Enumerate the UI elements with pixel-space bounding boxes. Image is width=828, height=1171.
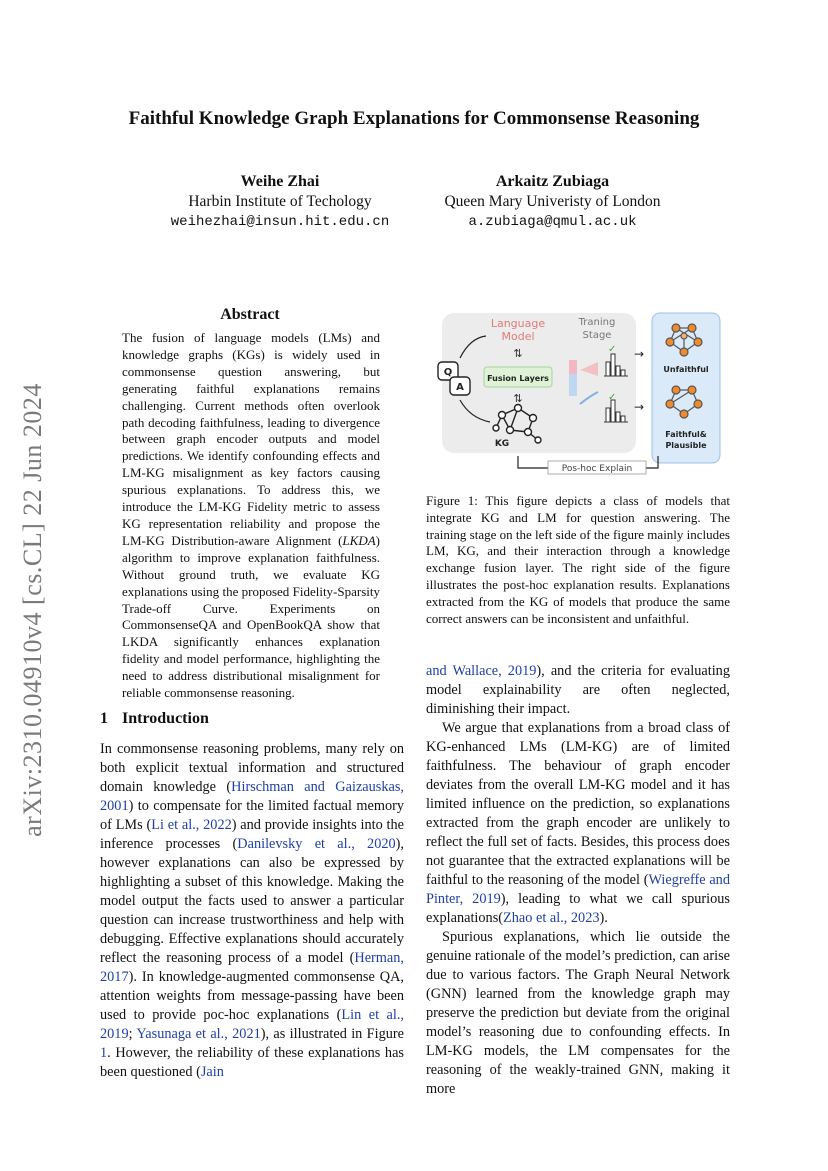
- lm-output-bar: [569, 360, 577, 374]
- section-title: Introduction: [122, 710, 209, 727]
- body-text: ), as illustrated in Figure: [260, 1026, 404, 1042]
- citation-link[interactable]: and Wallace, 2019: [426, 663, 537, 679]
- citation-link[interactable]: Li et al., 2022: [151, 817, 232, 833]
- section-number: 1: [100, 710, 108, 727]
- kg-label: KG: [494, 439, 510, 449]
- section-heading: [100, 710, 209, 728]
- arrow-right-icon: →: [634, 400, 645, 414]
- abstract-text: ) algorithm to improve explanation faithfulness. Without ground truth, we evaluate KG explanations using the proposed Fidelity-Sparsity Trade-off Curve. Experiments on CommonsenseQA and OpenBookQA show that LKDA significantly enhances explanation fidelity and model performance, highlighting the need to address distributional misalignment for reliable commonsense reasoning.: [122, 532, 380, 701]
- author-email[interactable]: a.zubiaga@qmul.ac.uk: [468, 214, 637, 230]
- intro-paragraph-3: Spurious explanations, which lie outside the genuine rationale of the model’s prediction, can arise due to various factors. The Graph Neural Network (GNN) learned from the knowledge graph may preserve the prediction but deviate from the original model’s reasoning due to confounding effects. In LM-KG models, the LM compensates for the reasoning of the weakly-trained GNN, making it more: [426, 929, 730, 1097]
- intro-paragraph-1: [100, 740, 404, 1082]
- figure-1: [430, 310, 730, 480]
- check-icon: ✓: [608, 344, 617, 355]
- training-stage-label: Stage: [582, 330, 612, 341]
- fusion-layers-label: Fusion Layers: [487, 374, 549, 383]
- intro-paragraph-1-continued: [426, 662, 730, 719]
- body-text: ) to compensate for the limited factual memory of LMs (: [100, 798, 404, 833]
- body-text: . However, the reliability of these explanations has been questioned (: [100, 1045, 404, 1080]
- intro-right-column: [426, 662, 730, 1099]
- body-text: We argue that explanations from a broad class of KG-enhanced LMs (LM-KG) are of limited faithfulness. The behaviour of graph encoder deviates from the overall LM-KG model and it has limited influence on the prediction, so explanations extracted from the graph encoder are unlikely to reflect the full set of facts. Besides, this process does not guarantee that the extracted explanations will be faithful to the reasoning of the model (: [426, 720, 730, 888]
- citation-link[interactable]: Danilevsky et al., 2020: [237, 836, 396, 852]
- answer-label: A: [456, 382, 464, 393]
- kg-output-bar: [569, 374, 577, 396]
- body-text: ), however explanations can also be expressed by highlighting a subset of this knowledge. Making the model output the facts used to answer a particular question can increase trustworthiness and help with debugging. Effective explanations should accurately reflect the reasoning process of a model (: [100, 836, 404, 966]
- figure-1-caption: Figure 1: This figure depicts a class of models that integrate KG and LM for question answering. The training stage on the left side of the figure mainly includes LM, KG, and their interaction through a knowledge exchange fusion layer. The right side of the figure illustrates the post-hoc explanation results. Explanations extracted from the KG of models that produce the same correct answers can be inconsistent and unfaithful.: [426, 493, 730, 626]
- citation-link[interactable]: Hirschman and Gaizauskas, 2001: [100, 779, 404, 814]
- body-text: In commonsense reasoning problems, many rely on both explicit textual information and structured domain knowledge (: [100, 741, 404, 795]
- arxiv-identifier: arXiv:2310.04910v4 [cs.CL] 22 Jun 2024: [18, 383, 47, 837]
- language-model-label: Model: [501, 330, 535, 343]
- question-label: Q: [443, 367, 453, 378]
- faithful-label: Plausible: [665, 441, 707, 450]
- check-icon: ✓: [608, 392, 617, 403]
- body-text: ). In knowledge-augmented commonsense QA, attention weights from message-passing have been used to provide poc-hoc explanations (: [100, 969, 404, 1023]
- abstract-heading: Abstract: [220, 306, 280, 323]
- body-text: ;: [128, 1026, 137, 1042]
- arxiv-sidebar-stamp: [8, 370, 58, 850]
- author-block-2: [420, 172, 685, 232]
- author-name: Arkaitz Zubiaga: [495, 173, 610, 190]
- intro-paragraph-2: [426, 719, 730, 928]
- citation-link[interactable]: Lin et al., 2019: [100, 1007, 404, 1042]
- faithful-label: Faithful&: [665, 430, 707, 439]
- exchange-arrows-icon: ⇅: [513, 347, 523, 360]
- body-text: ) and provide insights into the inference processes (: [100, 817, 404, 852]
- abstract-body: [122, 330, 380, 702]
- author-affiliation: Harbin Institute of Techology: [188, 193, 372, 210]
- author-email[interactable]: weihezhai@insun.hit.edu.cn: [170, 214, 390, 230]
- training-stage-label: Traning: [578, 317, 616, 328]
- posthoc-label: Pos-hoc Explain: [561, 464, 633, 474]
- abstract-algorithm-name: LKDA: [342, 532, 376, 548]
- author-block-1: [165, 172, 395, 232]
- abstract-text: The fusion of language models (LMs) and knowledge graphs (KGs) is widely used in commonsense question answering, but generating faithful explanations remains challenging. Current methods often overlook path decoding faithfulness, leading to divergence between graph encoder outputs and model predictions. We identify confounding effects and LM-KG misalignment as key factors causing spurious explanations. To address this, we introduce the LM-KG Fidelity metric to assess KG representation reliability and propose the LM-KG Distribution-aware Alignment (: [122, 330, 380, 548]
- citation-link[interactable]: Herman, 2017: [100, 950, 404, 985]
- citation-link[interactable]: Jain: [200, 1064, 224, 1080]
- author-name: Weihe Zhai: [240, 173, 320, 190]
- citation-link[interactable]: Yasunaga et al., 2021: [136, 1026, 261, 1042]
- body-text: ), and the criteria for evaluating model explainability are often neglected, diminishing their impact.: [426, 663, 730, 717]
- unfaithful-label: Unfaithful: [663, 365, 709, 374]
- citation-link[interactable]: Wiegreffe and Pinter, 2019: [426, 872, 730, 907]
- citation-link[interactable]: Zhao et al., 2023: [503, 910, 600, 926]
- language-model-label: Language: [490, 317, 546, 330]
- figure-1-diagram: [430, 310, 730, 480]
- paper-title: Faithful Knowledge Graph Explanations for Commonsense Reasoning: [128, 108, 700, 129]
- exchange-arrows-icon: ⇅: [513, 392, 523, 405]
- figure-reference-link[interactable]: 1: [100, 1045, 108, 1061]
- body-text: ).: [599, 910, 608, 926]
- arrow-right-icon: →: [634, 347, 645, 361]
- body-text: ), leading to what we call spurious explanations(: [426, 891, 730, 926]
- author-affiliation: Queen Mary Univeristy of London: [444, 193, 661, 210]
